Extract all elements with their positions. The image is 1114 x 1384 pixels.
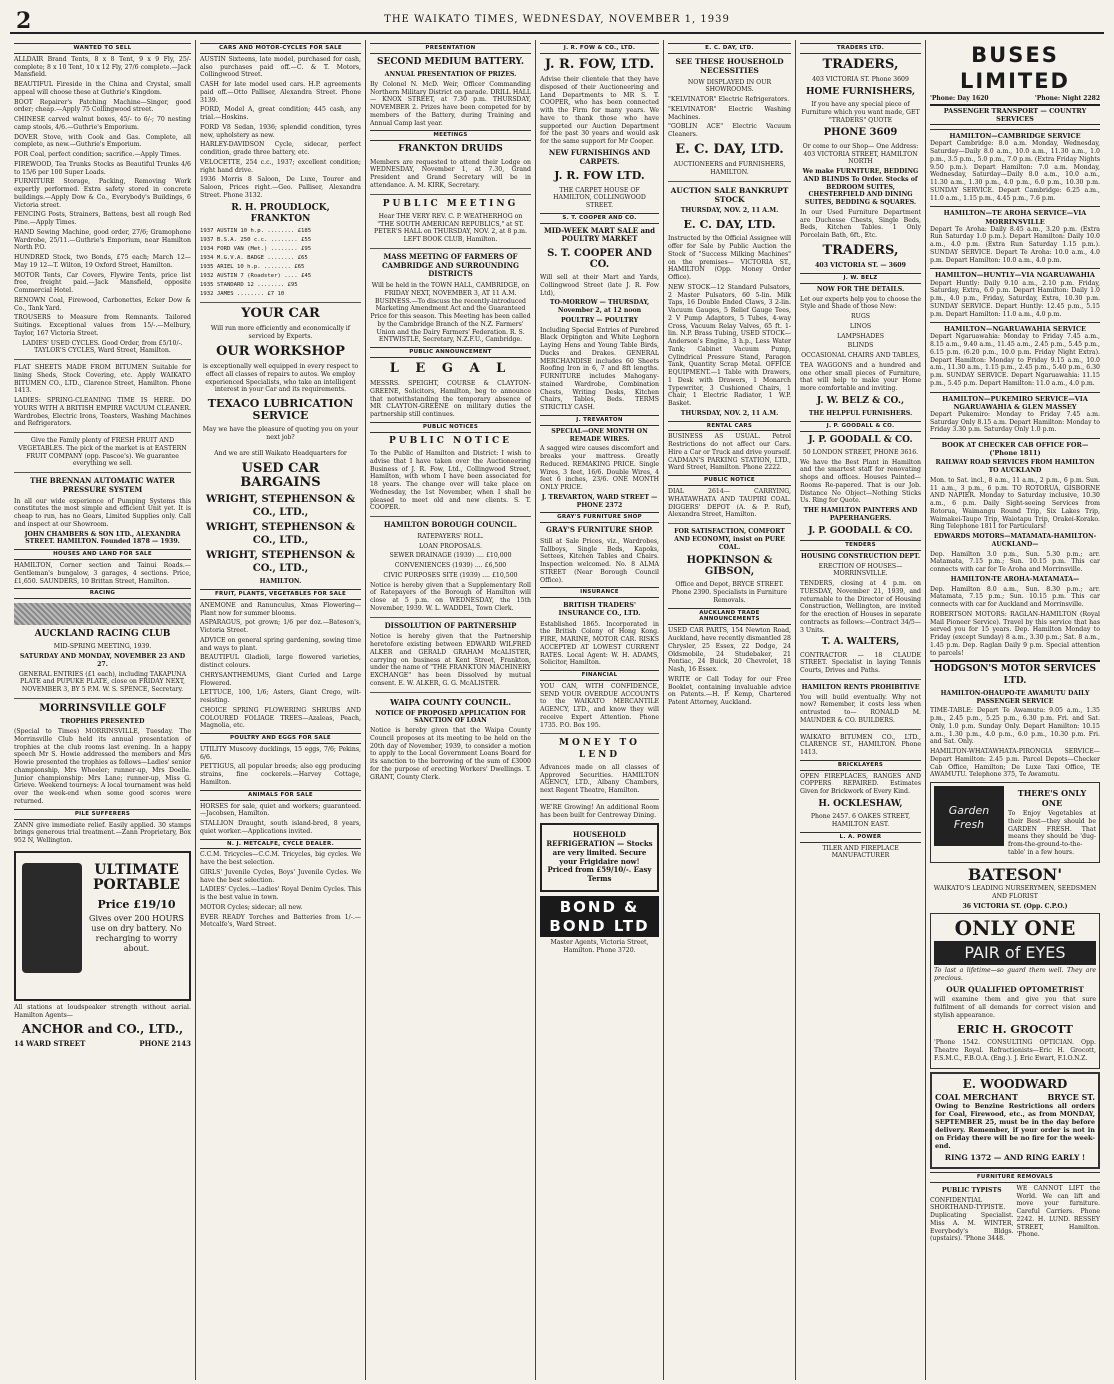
cars-list [200, 56, 361, 200]
houses-head: HOUSES AND LAND FOR SALE [14, 549, 191, 560]
fow-title-2: J. R. FOW LTD. [554, 169, 645, 183]
coal-body: Owing to Benzine Restrictions all orders for Coal, Firewood, etc., as from MONDAY, SEPTEMBER 25, must be in the day before delivery. Remember, if your order is not in on Friday there will be no fire for the week-end. [935, 1101, 1095, 1151]
classified-item: BEAUTIFUL Fireside in the China and Crystal, small appeal will choose these at Guthrie's Kingdom. [14, 81, 191, 96]
bricklayers-head: BRICKLAYERS [800, 760, 921, 771]
classified-item: ASPARAGUS, pot grown; 1/6 per doz.—Bateson's, Victoria Street. [200, 619, 361, 634]
bateson-sub: WAIKATO'S LEADING NURSERYMEN, SEEDSMEN AND FLORIST [933, 885, 1097, 900]
public-notice-title: PUBLIC NOTICE [388, 435, 513, 446]
classified-item: BEAUTIFUL Gladioli, large flowered varieties, distinct colours. [200, 654, 361, 669]
aroha-body: Dep. Hamilton 8.0 a.m., Sun. 8.30 p.m.; arr. Matamata, 7.15 p.m.; Sun. 10.15 p.m. This car connects with car for Auckland and Morrinsville. [930, 585, 1100, 609]
belz-item: LAMPSHADES [837, 332, 884, 340]
classified-item: HUNDRED Stock, two Bonds, £75 each; March 12—May 19 12—T. Wilton, 19 Oxford Street, Hamilton. [14, 254, 191, 269]
insurance-body: Established 1865. Incorporated in the British Colony of Hong Kong. FIRE, MARINE, MOTOR CAR. RISKS ACCEPTED AT LOWEST CURRENT RATES. Local Agent: W. H. ADAMS, Solicitor, Hamilton. [540, 620, 659, 667]
trade-head: AUCKLAND TRADE ANNOUNCEMENTS [668, 608, 791, 626]
cycle-head: N. J. METCALFE, CYCLE DEALER. [200, 839, 361, 850]
classified-item: CHOICE SPRING FLOWERING SHRUBS AND COLOURED FOLIAGE TREES—Azaleas, Peach, Magnolia, etc. [200, 706, 361, 730]
traders-phone: PHONE 3609 [823, 127, 898, 139]
pair-of-eyes: PAIR of EYES [934, 941, 1096, 965]
radio-body: Gives over 200 HOURS use on dry battery. No recharging to worry about. [89, 914, 184, 954]
loan-lines [370, 552, 531, 579]
auction-date: THURSDAY, NOV. 2, 11 A.M. [680, 207, 779, 215]
checker-title: BOOK AT CHECKER CAB OFFICE FOR— ('Phone 1811) [930, 438, 1100, 457]
workshop-body: is exceptionally well equipped in every respect to effect all classes of repairs to autos. We employ experienced Specialists, who take an intelligent interest in your Car and its requirements. [202, 363, 359, 394]
notices-head: PUBLIC NOTICES [370, 422, 531, 433]
pile-body: ZANN give immediate relief. Easily applied. 30 stamps brings generous trial treatment.—Zann Proprietary, Box 952 N, Wellington. [14, 821, 191, 844]
column-3 [366, 40, 536, 1380]
car-price-line: 1932 AUSTIN 7 (Roadster) .... £45 [200, 273, 312, 280]
hopkinson-body: Office and Depot, BRYCE STREET. Phone 2390. Specialists in Furniture Removals. [671, 581, 788, 604]
ratepayers-title: RATEPAYERS' ROLL. [417, 532, 484, 540]
kelvinator-1: "KELVINATOR" Electric Refrigerators. [668, 96, 790, 104]
refrig-body: HOUSEHOLD REFRIGERATION — Stocks are very limited. Secure your Frigidaire now! Priced from £59/10/-. Easy Terms [546, 830, 653, 884]
animals-list [200, 803, 361, 836]
day-sub: AUCTIONEERS and FURNISHERS, HAMILTON. [673, 161, 786, 176]
classified-item: ANEMONE and Ranunculus, Xmas Flowering—Plant now for summer blooms. [200, 601, 361, 617]
classified-item: MOTOR Cycles; sidecar; all new. [200, 903, 303, 911]
goodall-tag: THE HAMILTON PAINTERS AND PAPERHANGERS. [803, 507, 918, 522]
insurance-title: BRITISH TRADERS' INSURANCE CO., LTD. [558, 601, 641, 618]
texaco-body: May we have the pleasure of quoting you on your next job? [202, 426, 359, 442]
radio-note: All stations at loudspeaker strength without aerial. Hamilton Agents— [14, 1003, 191, 1019]
radio-price: Price £19/10 [97, 897, 176, 911]
woodward-name: E. WOODWARD [962, 1076, 1068, 1091]
classified-item: BOOT Repairer's Patching Machine—Singer, good order; cheap.—Apply 75 Collingwood street. [14, 98, 191, 114]
hodgson-tail: HAMILTON-WHATAWHATA-PIRONGIA SERVICE—Depart Hamilton: 2.45 p.m. Parcel Depots—Checker Cab Office, Hamilton; De Luxe Taxi Office, TE AWAMUTU. Telephone 375, Te Awamutu. [930, 748, 1100, 779]
grays-head: GRAY'S FURNITURE SHOP [540, 512, 659, 523]
rail-body: Mon. to Sat. incl., 8 a.m., 11 a.m., 2 p.m., 6 p.m. Sun. 11 a.m., 3 p.m., 6 p.m. TO ROTORUA, GISBORNE AND NAPIER. Monday to Saturday inclusive, 10.30 a.m., 6 p.m. Daily Sight-seeing Services from Rotorua, Waimangu Round Trip, Six Lakes Trip, Waimakei-Taupo Trip, Waiotapu Trip, Orakei-Korako. Ring Telephone 1811 for Particulars! [930, 476, 1100, 531]
bus-routes [930, 129, 1100, 434]
classified-item: CHINESE carved walnut boxes, 45/- to 6/-; 70 nesting camp stools, 4/6.—Guthrie's Emporium. [14, 116, 191, 131]
or-come: Or come to our Shop— One Address: 403 VICTORIA STREET, HAMILTON NORTH [802, 142, 919, 166]
animals-head: ANIMALS FOR SALE [200, 790, 361, 801]
veg-body: To Enjoy Vegetables at their Best—they should be GARDEN FRESH. That means they should be 'dug-from-the-ground-to-the-table' in a few hours. [1008, 810, 1096, 856]
radio-title: ULTIMATE PORTABLE [93, 861, 180, 894]
rents-title: HAMILTON RENTS PROHIBITIVE [801, 683, 920, 691]
battery-title: SECOND MEDIUM BATTERY. [377, 56, 524, 67]
tenders-head: TENDERS [800, 540, 921, 551]
goodall-title-2: J. P. GOODALL & CO. [808, 525, 913, 536]
texaco-title: TEXACO LUBRICATION SERVICE [207, 397, 354, 423]
column-1 [10, 40, 196, 1380]
hodgson-title: HODGSON'S MOTOR SERVICES LTD. [930, 660, 1100, 687]
brennan-body: In all our wide experience of Pumping Systems this constitutes the most simple and efficient Unit yet. It is cheap to run, has no Gears, Limited Supplies only. Call and inspect at our Showroom. [14, 497, 191, 528]
grocott-sub: 'Phone 1542. CONSULTING OPTICIAN. Opp. Theatre Royal. Refractionists—Eric H. Grocott, F.S.M.C., F.B.O.A. (Eng.). J. Eric Ewart, F.I.O.N.Z. [934, 1039, 1096, 1062]
pile-head: PILE SUFFERERS [14, 809, 191, 820]
loan-line: CONVENIENCES (1939) .... £6,500 [394, 562, 507, 570]
classified-item: RENOWN Coal, Firewood, Carbonettes, Ecker Dow & Co., Tank Yard. [14, 296, 191, 312]
newspaper-title: THE WAIKATO TIMES, WEDNESDAY, NOVEMBER 1, 1939 [384, 14, 730, 25]
page-number: 2 [16, 8, 32, 34]
racing-club: AUCKLAND RACING CLUB [34, 629, 171, 640]
your-car-body: Will run more efficiently and economically if serviced by Experts. [210, 325, 351, 341]
route-title: HAMILTON—CAMBRIDGE SERVICE [930, 129, 1100, 140]
car-price-line: 1937 B.S.A. 250 c.c. ........ £55 [200, 237, 312, 244]
tiler-line: TILER AND FIREPLACE MANUFACTURER [822, 844, 899, 860]
cars-head: CARS AND MOTOR-CYCLES FOR SALE [200, 43, 361, 54]
edwards-title: EDWARDS MOTORS—MATAMATA-HAMILTON-AUCKLAND— [933, 533, 1097, 548]
car-price-line: 1935 ARIEL 10 h.p. ........ £65 [200, 264, 305, 271]
fow-title: J. R. FOW, LTD. [544, 56, 655, 72]
typist-body: CONFIDENTIAL SHORTHAND-TYPISTE. Duplicating Specialist. Miss A. M. WINTER, Everybody's Bldgs. (upstairs). 'Phone 3448. [930, 1196, 1014, 1243]
belz-title: J. W. BELZ & CO., [816, 395, 905, 406]
grays-title: GRAY'S FURNITURE SHOP. [545, 525, 654, 535]
buses-title: BUSES LIMITED [959, 43, 1070, 94]
waipa-body: Notice is hereby given that the Waipa County Council proposes at its meeting to be held on the 20th day of November, 1939, to consider a motion to apply to the Local Government Loans Board for its sanction to the borrowing of the sum of £3000 for the purpose of erecting Workers' Dwellings. T. GRANT, County Clerk. [370, 727, 531, 781]
loan-title: LOAN PROPOSALS. [419, 542, 482, 550]
traders-head: TRADERS LTD. [800, 43, 921, 54]
legal-title: L E G A L [389, 360, 512, 376]
satisfaction-line: FOR SATISFACTION, COMFORT AND ECONOMY, insist on PURE COAL. [674, 528, 785, 551]
car-price-line: 1934 M.G.V.A. BADGE ........ £65 [200, 255, 308, 262]
bitumen-ad: WAIKATO BITUMEN CO., LTD., CLARENCE ST., HAMILTON. Phone 1413. [800, 733, 921, 757]
open-fire: OPEN FIREPLACES, RANGES AND COPPERS REPAIRED. Estimates Given for Brickwork of Every Kind. [800, 772, 921, 796]
special-body: A sagged wire causes discomfort and breaks your mattress. Greatly Reduced. REMAKING PRICE. Single Wires, 3 feet, 16/6. Double Wires, 4 feet 6 inches, 23/6. ONE MONTH ONLY PRICE. [540, 445, 659, 492]
eastern-fruit-ad: Give the Family plenty of FRESH FRUIT AND VEGETABLES. The pick of the market is at EASTERN FRUIT COMPANY (opp. Pascoe's). We guarantee everything we sell. [18, 437, 187, 468]
racing-body: GENERAL ENTRIES (£1 each), including TAKAPUNA PLATE and PUPUKE PLATE, close on FRIDAY NEXT, NOVEMBER 3, BY 5 P.M. W. S. SPENCE, Secretary. [18, 670, 187, 694]
classified-item: ADVICE on general spring gardening, sowing time and ways to plant. [200, 636, 361, 652]
classified-item: FURNITURE Storage, Packing, Removing Work expertly performed. Extra safety stored in concrete buildings.—Apply Dow & Co., Everybody's Buildings, 6 Victoria street. [14, 178, 191, 209]
rents-body: You will build eventually. Why not now? Remember, it costs less when entrusted to— RONALD M. MAUNDER & CO. BUILDERS. [800, 693, 921, 724]
fow-carpet: THE CARPET HOUSE OF HAMILTON, COLLINGWOOD STREET. [553, 186, 646, 210]
financial-head: FINANCIAL [540, 670, 659, 681]
belz-item: OCCASIONAL CHAIRS AND TABLES, [801, 352, 920, 360]
classified-item: UTILITY Muscovy ducklings, 15 eggs, 7/6; Pekins, 6/6. [200, 745, 361, 761]
borough-title: HAMILTON BOROUGH COUNCIL. [383, 520, 518, 530]
ladies-cycles-ad: LADIES' USED CYCLES. Good Order, from £5/10/-. TAYLOR'S CYCLES, Ward Street, Hamilton. [22, 339, 183, 355]
we-make: We make FURNITURE, BEDDING AND BLINDS To Order. Stocks of BEDROOM SUITES, CHESTERFIELD AND DINING SUITES, BEDDING & SQUARES. [802, 168, 919, 207]
belz-item: LINOS [849, 322, 872, 330]
workshop-title: OUR WORKSHOP [216, 343, 345, 359]
used-car-title: USED CAR BARGAINS [240, 460, 321, 490]
home-body: If you have any special piece of Furniture which you want made, GET "TRADERS" QUOTE [801, 101, 920, 124]
wright-2: WRIGHT, STEPHENSON & CO., LTD., [205, 522, 356, 546]
classified-item: VELOCETTE, 254 c.c., 1937; excellent condition; right hand drive. [200, 158, 361, 174]
traders-addr-2: 403 VICTORIA ST. — 3609 [815, 262, 906, 270]
dissolution-title: DISSOLUTION OF PARTNERSHIP [384, 620, 517, 630]
household-body: NOW DISPLAYED IN OUR SHOWROOMS. [687, 78, 772, 94]
flat-sheets-ad: FLAT SHEETS MADE FROM BITUMEN Suitable for lining Sheds, Stock Covering, etc. Apply WAIKATO BITUMEN CO., LTD., Clarence Street, Hamilton. Phone 1413. [14, 364, 191, 395]
grays-body: Still at Sale Prices, viz., Wardrobes, Tallboys, Single Beds, Kapoks, Settees, Kitchen Tables and Chairs. Inspection welcomed. No. 8 ALMA STREET (Near Borough Council Office). [540, 537, 659, 584]
classified-item: CHRYSANTHEMUMS, Giant Curled and Large Flowered. [200, 671, 361, 687]
used-car-intro: And we are still Waikato Headquarters for [214, 449, 347, 457]
auction-body: Instructed by the Official Assignee will offer for Sale by Public Auction the Stock of "Success Milking Machines" on the premises— VICTORIA ST., HAMILTON (Opp. Money Order Office). [668, 235, 791, 282]
belz-item: RUGS [850, 313, 871, 321]
classified-item: FORD V8 Sedan, 1936; splendid condition, tyres new, upholstery as new. [200, 123, 361, 139]
robertson-body: ROBERTSON MOTORS: RAGLAN-HAMILTON (Royal Mail Pioneer Service). Travel by this service that has served you for 15 years. Dep. Hamilton Monday to Friday (except Sunday) 8 a.m., 3.30 p.m.; Sat. 8 a.m., 1.45 p.m. Dep. Raglan Daily 9 p.m. Special attention to parcels! [930, 610, 1100, 657]
golf-sub: TROPHIES PRESENTED [60, 718, 145, 726]
route-title: HAMILTON—NGARUAWAHIA SERVICE [930, 322, 1100, 333]
used-furn: In our Used Furniture Department are Duchesse Chests, Single Beds, Beds, Kitchen Tables. 1 Only Porcelain Bath, 6ft., Etc. [800, 208, 921, 240]
financial-body: YOU CAN, WITH CONFIDENCE, SEND YOUR OVERDUE ACCOUNTS to the WAIKATO MERCANTILE AGENCY, LTD., and know they will receive Expert Attention. Phone 1735. P.O. Box 195. [540, 682, 659, 729]
bateson-addr: 36 VICTORIA ST. (Opp. C.P.O.) [962, 902, 1068, 910]
cannot-body: WE CANNOT LIFT the World. We can lift and move your furniture. Careful Carriers. Phone 2242. H. LUND. RESSEY STREET, Hamilton. 'Phone. [1016, 1184, 1100, 1239]
column-5 [664, 40, 796, 1380]
day-title-2: E. C. DAY, LTD. [683, 218, 776, 232]
classified-item: HORSES for sale, quiet and workers; guaranteed.—Jacobsen, Hamilton. [200, 802, 361, 818]
rental-body: BUSINESS AS USUAL. Petrol Restrictions do not affect our Cars. Hire a Car or Truck and drive yourself. CADMAN'S PARKING STATION, LTD., Ward Street, Hamilton. Phone 2222. [668, 433, 791, 472]
racing-meeting: MID-SPRING MEETING, 1939. [53, 643, 152, 651]
bond-address: Master Agents, Victoria Street, Hamilton. Phone 3720. [550, 939, 649, 955]
garden-fresh-logo: Garden Fresh [934, 786, 1004, 846]
anchor-address: 14 WARD STREET [14, 1039, 86, 1049]
anchor-name: ANCHOR and CO., LTD., [21, 1022, 184, 1037]
ockleshaw-title: H. OCKLESHAW, [818, 798, 903, 809]
classified-item: HARLEY-DAVIDSON Cycle, sidecar, perfect condition, grade three battery, etc. [200, 141, 361, 157]
belz-body: Let our experts help you to choose the Style and Shade of those New: [800, 295, 921, 311]
racing-dates: SATURDAY AND MONDAY, NOVEMBER 23 AND 27. [19, 653, 186, 668]
trade-body: USED CAR PARTS, 154 Newton Road, Auckland, have recently dismantled 28 Chrysler, 25 Essex, 22 Dodge, 24 Oldsmobile, 24 Studebaker, 21 Pontiac, 24 Buick, 20 Chevrolet, 18 Nash, 16 Essex. [668, 627, 791, 674]
ockleshaw-addr: Phone 2457. 6 OAKES STREET, HAMILTON EAST. [810, 813, 911, 828]
wright-1: WRIGHT, STEPHENSON & CO., LTD., [205, 494, 356, 518]
housing-title: HOUSING CONSTRUCTION DEPT. [801, 552, 920, 560]
new-stock: NEW STOCK—12 Standard Pulsators, 2 Master Pulsators, 60 5-lin. Milk Taps, 16 Double Ended Claws, 3 2-lin. Vacuum Gauges, 5 Relief Gauge Tees, 2 V Pump Adaptors, 5 Tubes, 4-way Cross, Vacuum Relay Valves, 65 ft. 1-lin. N.P. Brass Tubing, USED STOCK—Anderson's Engine, 3 h.p., Less Water Tank; Cabinet Vacuum Pump, Cylindrical Pressure Stand, Paragon Tank, Quantity Scrap Metal. OFFICE EQUIPMENT.—1 Table with Drawers, 1 Desk with Drawers, 1 Monarch Typewriter, 3 Cushioned Chairs, 1 Chair, 1 Electric Radiator, 1 W.P. Basket. [668, 283, 791, 408]
route-timetable: Depart Te Aroha: Daily 8.45 a.m., 3.20 p.m. (Extra Run Saturday 1.0 p.m.). Depart Hamilton: Daily 10.0 a.m., 4.0 p.m. (Extra Run Saturday 1.15 p.m.). SUNDAY SERVICE. Depart Te Aroha: 10.0 a.m., 4.0 p.m. Depart Hamilton: 10.0 a.m., 4.0 p.m. [930, 225, 1100, 264]
announcement-head: PUBLIC ANNOUNCEMENT [370, 347, 531, 358]
belz-now: NOW FOR THE DETAILS. [816, 285, 905, 293]
home-furnishers: HOME FURNISHERS, [805, 86, 916, 97]
classified-item: FORD, Model A, great condition; 445 cash, any trial.—Hoskins. [200, 106, 361, 122]
cooper-body: Will sell at their Mart and Yards, Collingwood Street (late J. R. Fow Ltd), [540, 274, 659, 297]
poultry-head: POULTRY AND EGGS FOR SALE [200, 733, 361, 744]
goodall-body: We have the Best Plant in Hamilton and the smartest staff for renovating shops and offices. Houses Painted—Rooms Re-papered. That is our Job. Distance No Object—Nothing Sticks Us. Ring for Quote. [800, 458, 921, 505]
hodgson-tt: TIME-TABLE: Depart Te Awamutu: 9.05 a.m., 1.35 p.m., 2.45 p.m., 5.25 p.m., 6.30 p.m. Fri. and Sat. Only, 1.0 p.m. Sunday Only. Depart Hamilton: 10.15 a.m., 1.30 p.m., 4.0 p.m., 6.0 p.m., 10.30 p.m. Fri. and Sat. Only. [930, 707, 1100, 746]
bateson-ad [930, 782, 1100, 863]
wanted-to-sell-head: WANTED TO SELL [14, 43, 191, 54]
golf-title: MORRINSVILLE GOLF [39, 702, 166, 714]
coal-merchant: COAL MERCHANT [935, 1091, 1018, 1102]
refrig-ad [540, 823, 659, 892]
column-4 [536, 40, 664, 1380]
tomorrow-line: TO-MORROW — THURSDAY, November 2, at 12 noon [549, 299, 650, 315]
hodgson-sub: HAMILTON-OHAUPO-TE AWAMUTU DAILY PASSENGER SERVICE [940, 689, 1090, 705]
route-timetable: Depart Huntly: Daily 9.10 a.m., 2.10 p.m. Friday, Saturday, Extra, 6.0 p.m. Depart Hamilton: Daily 1.0 p.m., 4.0 p.m., Friday, Saturday, Extra, 10.30 p.m. SUNDAY SERVICE. Depart Huntly: 12.45 p.m., 5.15 p.m. Depart Hamilton: 11.0 a.m., 4.0 p.m. [930, 279, 1100, 318]
power-head: L. A. POWER [800, 832, 921, 843]
column-2 [196, 40, 366, 1380]
classified-item: AUSTIN Sixteens, late model, purchased for cash, also purchases paid off.—C. & T. Motors, Collingwood Street. [200, 55, 361, 79]
day-head: E. C. DAY, LTD. [668, 43, 791, 54]
fow-head: J. R. FOW & CO., LTD. [540, 43, 659, 54]
rental-head: RENTAL CARS [668, 421, 791, 432]
public-meeting-body: Hear THE VERY REV. C. P. WEATHERHOG on "THE SOUTH AMERICAN REPUBLICS," at ST. PETER'S HALL on THURSDAY, NOV. 2, at 8 p.m. LEFT BOOK CLUB, Hamilton. [373, 212, 528, 243]
woodward-ad [930, 1072, 1100, 1169]
proudlock-title: R. H. PROUDLOCK, FRANKTON [231, 202, 330, 224]
edwards-body: Dep. Hamilton 3.0 p.m., Sun. 5.30 p.m.; arr. Matamata, 7.15 p.m.; Sun. 10.15 p.m. This car connects with car for Te Aroha and Morrinsville. [930, 550, 1100, 574]
furniture-head: FURNITURE REMOVALS [930, 1172, 1100, 1183]
column-6 [796, 40, 926, 1380]
housing-sub: ERECTION OF HOUSES—MORRINSVILLE. [818, 562, 903, 578]
racing-head: RACING [14, 588, 191, 599]
waipa-sub: NOTICE OF PROPOSED APPLICATION FOR SANCTION OF LOAN [375, 709, 526, 725]
refrig-intro: WE'RE Growing! An additional Room has been built for Centreway Dining. [540, 803, 659, 819]
meetings-head: MEETINGS [370, 130, 531, 141]
brennan-title: THE BRENNAN AUTOMATIC WATER PRESSURE SYSTEM [30, 476, 175, 494]
wright-hamilton: HAMILTON. [259, 578, 302, 586]
opt-body: will examine them and give you that sure fulfilment of all demands for correct vision and stylish appearance. [934, 996, 1096, 1019]
ladies-spring-ad: LADIES: SPRING-CLEANING TIME IS HERE. DO YOURS WITH A BRITISH EMPIRE VACUUM CLEANER. Wardrobes, Electric Irons, Toasters, Washing Machines and Refrigerators. [14, 397, 191, 428]
classified-item: FOR Coal, perfect condition; sacrifice.—Apply Times. [14, 151, 182, 159]
traders-title-2: TRADERS, [822, 242, 899, 258]
classified-item: 1936 Morris 8 Saloon, De Luxe, Tourer and Saloon, Prices right.—Geo. Palliser, Alexandra Street. Phone 3132. [200, 176, 361, 199]
household-title: SEE THESE HOUSEHOLD NECESSITIES [675, 56, 784, 76]
car-price-list [200, 228, 361, 298]
bryce-st: BRYCE ST. [1047, 1091, 1095, 1102]
lifetime: To last a lifetime—so guard them well. They are precious. [934, 967, 1096, 983]
golf-body: (Special to Times) MORRINSVILLE, Tuesday. The Morrinsville Club held its annual presentation of trophies at the club rooms last evening. In a happy speech Mr S. Howie addressed the members and Mrs Howie presented the trophies as follows—Ladies' senior championship, Mrs Wheeler; runner-up, Mrs Doelle. Junior championship: Mrs Lane; runner-up, Miss G. Grieve. Weekend tourneys: A local tournament was held over the week-end when some good scores were returned. [14, 728, 191, 805]
classified-item: C.C.M. Tricycles—C.C.M. Tricycles, big cycles. We have the best selection. [200, 851, 361, 867]
traders-addr: 403 VICTORIA ST. Phone 3609 [812, 76, 909, 84]
presentation-head: PRESENTATION [370, 43, 531, 54]
classified-item: FIREWOOD, Tea Trunks Stocks as Beautiful Trunks 4/6 to 15/6 per 100 Super Loads. [14, 160, 191, 176]
druids-body: Members are requested to attend their Lodge on WEDNESDAY, November 1, at 7.30, Grand President and Grand Secretary will be in attendance. A. M. KIRK, Secretary. [370, 158, 531, 189]
car-price-line: 1935 STANDARD 12 ........ £95 [200, 282, 298, 289]
anchor-phone: PHONE 2143 [139, 1039, 191, 1049]
public-typists: PUBLIC TYPISTS [941, 1186, 1002, 1194]
hopkinson-title: HOPKINSON & GIBSON, [686, 555, 773, 578]
belz-items [800, 313, 921, 360]
special-title: SPECIAL—ONE MONTH ON REMADE WIRES. [551, 427, 648, 443]
loan-line: SEWER DRAINAGE (1939) .... £10,000 [389, 552, 512, 560]
write-body: WRITE or Call Today for our Free Booklet, containing invaluable advice on Patents.—H. P. Kemp, Chartered Patent Attorney, Auckland. [668, 675, 791, 707]
classified-item: STALLION Draught, south island-bred, 8 years, quiet worker.—Applications invited. [200, 820, 361, 835]
bond-logo: BOND & BOND LTD [540, 896, 659, 938]
grocott-name: ERIC H. GROCOTT [957, 1022, 1073, 1036]
trevarton-head: J. TREVARTON [540, 415, 659, 426]
annual-title: ANNUAL PRESENTATION OF PRIZES. [384, 71, 517, 79]
ring-line: RING 1372 — AND RING EARLY ! [944, 1152, 1086, 1162]
public-meeting-title: PUBLIC MEETING [382, 198, 519, 209]
fruit-head: FRUIT, PLANTS, VEGETABLES FOR SALE [200, 589, 361, 600]
goblin-ace: "GOBLIN ACE" Electric Vacuum Cleaners. [668, 123, 791, 139]
route-timetable: Depart Cambridge: 8.0 a.m. Monday, Wednesday, Saturday—Daily 8.0 a.m., 10.0 a.m., 11.30 a.m., 1.0 p.m., 3.5 p.m., 5.0 p.m., 7.0 p.m. (Extra Friday Nights 9.50 p.m.). Depart Hamilton: 7.0 a.m. Monday, Wednesday, Saturday—Daily 8.0 a.m., 10.0 a.m., 11.30 a.m., 1.30 p.m., 4.0 p.m., 6.0 p.m., 10.30 p.m. SUNDAY SERVICE. Depart Cambridge: 6.25 a.m., 11.0 a.m., 1.15 p.m., 4.45 p.m., 7.6 p.m. [930, 140, 1100, 202]
wright-3: WRIGHT, STEPHENSON & CO., LTD., [205, 550, 356, 574]
transport-title: PASSENGER TRANSPORT — COUNTRY SERVICES [930, 104, 1100, 125]
classified-item: EVER READY Torches and Batteries from 1/-.—Metcalfe's, Ward Street. [200, 913, 361, 929]
dissolution-body: Notice is hereby given that the Partnership heretofore existing between EDWARD WILFRED ALKER and GERALD GRAHAM McALISTER, carrying on business at Kent Street, Frankton, under the name of "THE FRANKTON MACHINERY EXCHANGE" has been Dissolved by mutual consent. E. W. ALKER, G. G. McALISTER. [370, 633, 531, 687]
route-title: HAMILTON—HUNTLY—VIA NGARUAWAHIA [930, 268, 1100, 279]
public-notice-body: To the Public of Hamilton and District: I wish to advise that I have taken over the Auctioneering Business of J. R. Fow, Ltd., Collingwood Street, Hamilton, with whom I have been associated for 18 years. The change over will take place on Wednesday, the 1st November, when I shall be pleased to meet old and new clients. S. T. COOPER. [370, 450, 531, 512]
cooper-title: S. T. COOPER AND CO. [547, 248, 652, 271]
route-title: HAMILTON—TE AROHA SERVICE—VIA MORRINSVILLE [930, 206, 1100, 225]
midweek-title: MID-WEEK MART SALE and POULTRY MARKET [543, 225, 656, 244]
kelvinator-2: "KELVINATOR" Electric Washing Machines. [668, 105, 791, 121]
classified-item: LADIES' Cycles.—Ladies' Royal Denim Cycles. This is the best value in town. [200, 886, 361, 902]
route-timetable: Depart Pukemiro: Monday to Friday 7.45 a.m. Saturday Only 8.15 a.m. Depart Hamilton: Monday to Friday 3.30 p.m. Saturday Only 1.0 p.m. [930, 410, 1100, 434]
notice-body: DIAL 2614— CARRYING, WHATAWHATA AND TAUPIRI COAL. DIGGERS' DEPOT (A. & P. Ruf), Alexandra Street, Hamilton. [668, 488, 791, 519]
bateson-title: BATESON' [967, 864, 1063, 884]
column-7 [926, 40, 1104, 1380]
masthead [10, 4, 1104, 34]
your-car-title: YOUR CAR [241, 306, 320, 321]
theres-one: THERE'S ONLY ONE [1017, 788, 1087, 809]
radio-ad [14, 851, 191, 1001]
car-price-line: 1932 JAMES ........ £7 10 [200, 291, 285, 298]
cycle-list [200, 851, 361, 929]
phone-day: 'Phone: Day 1620 [930, 94, 989, 102]
mass-meeting-title: MASS MEETING OF FARMERS OF CAMBRIDGE AND SURROUNDING DISTRICTS [381, 251, 520, 279]
aroha-title: HAMILTON-TE AROHA-MATAMATA— [950, 575, 1080, 583]
car-price-line: 1934 FORD VAN (Met.) ........ £95 [200, 246, 312, 253]
classified-item: ALLDAIR Brand Tents, 8 x 8 Tent, 9 x 9 Fly, 25/- complete; 8 x 10 Tent, 10 x 12 Fly, 27/6 complete.—Jack Mansfield. [14, 55, 191, 79]
mass-meeting-body: Will be held in the TOWN HALL, CAMBRIDGE, on FRIDAY NEXT, NOVEMBER 3, AT 11 A.M. BUSINESS.—To discuss the recently-introduced Marketing Amendment Act and the Guaranteed Price for this season. This Meeting has been called by the Cambridge Branch of the N.Z. Farmers' Union and the Dairy Farmers' Federation. R. S. ENTWISTLE, Secretary, N.Z.F.U., Cambridge. [370, 282, 531, 344]
furnishings-title: NEW FURNISHINGS AND CARPETS. [548, 147, 651, 166]
walters-title: T. A. WALTERS, [821, 637, 900, 648]
racehorse-illustration [14, 603, 191, 625]
goodall-addr: 50 LONDON STREET, PHONE 3616. [802, 448, 919, 456]
classified-item: HAND Sewing Machine, good order, 27/6; Gramophone Wardrobe, 25/11.—Guthrie's Emporium, near Hamilton North P.O. [14, 228, 191, 252]
walters-body: CONTRACTOR — 18 CLAUDE STREET. Specialist in laying Tennis Courts, Drives and Paths. [800, 651, 921, 675]
radio-illustration [22, 863, 82, 973]
loan-body: Notice is hereby given that a Supplementary Roll of Ratepayers of the Borough of Hamilton will close at 5 p.m. on WEDNESDAY, the 15th November, 1939. W. L. WADDEL, Town Clerk. [370, 581, 531, 612]
belz-tag: THE HELPFUL FURNISHERS. [808, 410, 913, 418]
classified-item: FENCING Posts, Strainers, Battens, best all rough Red Pine.—Apply Times. [14, 211, 191, 227]
route-title: HAMILTON—PUKEMIRO SERVICE—VIA NGARUAWAHIA & GLEN MASSEY [930, 392, 1100, 411]
newspaper-columns [10, 40, 1104, 1380]
fow-body: Advise their clientele that they have disposed of their Auctioneering and Land Departments to MR S. T. COOPER, who has been connected with the Firm for many years. We have to thank those who have supported our Auction Department for the past 30 years and would ask for the same support for Mr Cooper. [540, 76, 659, 146]
belz-item: BLINDS [847, 342, 874, 350]
poultry-body: Including Special Entries of Purebred Black Orpington and White Leghorn Laying Hens and Young Table Birds, Ducks and Drakes. GENERAL MERCHANDISE includes 60 Sheets Roofing Iron in 6, 7 and 8ft lengths. FURNITURE includes Mahogany-stained Wardrobe, Combination Chests, Writing Desks, Kitchen Chairs, Tables, Beds. TERMS STRICTLY CASH. [540, 326, 659, 412]
traders-title: TRADERS, [822, 56, 899, 72]
loan-line: CIVIC PURPOSES SITE (1939) .... £10,500 [383, 571, 518, 579]
auction-date-2: THURSDAY, NOV. 2, 11 A.M. [680, 409, 779, 417]
poultry-title: POULTRY — POULTRY [560, 316, 638, 324]
classified-item: CASH for late model used cars. H.P. agreements paid off.—Otto Palliser, Alexandra Street. Phone 3139. [200, 81, 361, 104]
waipa-title: WAIPA COUNTY COUNCIL. [389, 696, 512, 707]
classified-item: PETTIGUS, all popular breeds; also egg producing strains, fine cockerels.—Harvey Cottage, Hamilton. [200, 763, 361, 786]
rail-road: RAILWAY ROAD SERVICES FROM HAMILTON TO AUCKLAND [935, 459, 1095, 475]
houses-body: HAMILTON, Corner section and Tainui Roads.—Gentleman's bungalow, 3 garages, 4 sections. Price, £1,650. SAUNDERS, 10 Brittan Street, Hamilton. [14, 562, 191, 585]
goodall-title: J. P. GOODALL & CO. [808, 434, 913, 445]
auction-title: AUCTION SALE BANKRUPT STOCK [670, 185, 789, 205]
legal-body: MESSRS. SPEIGHT, COURSE & CLAYTON-GREENE, Solicitors, Hamilton, beg to announce that notwithstanding the temporary absence of MR CLAYTON-GREENE on military duties the partnership still continues. [370, 380, 531, 419]
day-title: E. C. DAY, LTD. [675, 141, 784, 157]
druids-title: FRANKTON DRUIDS [398, 144, 503, 155]
money-body: Advances made on all classes of Approved Securities. HAMILTON AGENCY, LTD., Albany Chambers, next Regent Theatre, Hamilton. [540, 763, 659, 795]
notice-head: PUBLIC NOTICE [668, 475, 791, 486]
classified-item: DOVER Stove, with Cook and Gas. Complete, all complete, as new.—Guthrie's Emporium. [14, 133, 191, 149]
brennan-firm: JOHN CHAMBERS & SON LTD., ALEXANDRA STREET. HAMILTON. Founded 1878 — 1939. [24, 530, 181, 546]
optometrist: OUR QUALIFIED OPTOMETRIST [946, 984, 1084, 994]
optometrist-ad [930, 913, 1100, 1068]
car-price-line: 1937 AUSTIN 10 h.p. ........ £185 [200, 228, 312, 235]
poultry-list [200, 746, 361, 787]
classified-item: TROUSERS to Measure from Remnants. Tailored Suitings. Exceptional values from 15/-.—Melbury, Taylor, 167 Victoria Street. [14, 314, 191, 337]
classified-item: MOTOR Tents, Car Covers, Flywire Tents, price list free, freight paid.—Jack Mansfield, opposite Commercial Hotel. [14, 271, 191, 295]
wanted-list [14, 56, 191, 338]
classified-item: GIRLS' Juvenile Cycles, Boys' Juvenile Cycles. We have the best selection. [200, 868, 361, 884]
phone-night: 'Phone: Night 2282 [1034, 94, 1100, 102]
belz-body-2: TEA WAGGONS and a hundred and one other small pieces of Furniture, that will help to make your Home more comfortable and inviting. [800, 361, 921, 393]
classified-item: LETTUCE, 100, 1/6; Asters, Giant Crego, wilt-resisting. [200, 689, 361, 704]
housing-body: TENDERS, closing at 4 p.m. on TUESDAY, November 21, 1939, and returnable to the Director of Housing Construction, Wellington, are invited for the erection of Houses in separate contracts as follows:—Contract 34/5—3 Units. [800, 580, 921, 634]
insurance-head: INSURANCE [540, 587, 659, 598]
fruit-list [200, 602, 361, 730]
only-one: ONLY ONE [954, 916, 1076, 941]
route-timetable: Depart Ngaruawahia: Monday to Friday 7.45 a.m., 8.15 a.m., 9.40 a.m., 11.45 a.m., 2.45 p.m., 5.45 p.m., 6.15 p.m. (6.20 p.m., 10.0 p.m. Friday Night Extra). Depart Hamilton: Monday to Friday 9.15 a.m., 10.0 a.m., 11.30 a.m., 1.15 p.m., 2.45 p.m., 5.40 p.m., 6.30 p.m. SUNDAY SERVICE. Depart Ngaruawahia: 11.15 p.m., 5.45 p.m. Depart Hamilton: 11.0 a.m., 4.0 p.m. [930, 333, 1100, 387]
trevarton-name: J. TREVARTON, WARD STREET — PHONE 2372 [541, 493, 658, 509]
goodall-head: J. P. GOODALL & CO. [800, 421, 921, 432]
belz-head: J. W. BELZ [800, 273, 921, 284]
annual-body: By Colonel N. McD. Weir, Officer Commanding Northern Military District on parade. DRILL HALL — KNOX STREET, at 7.30 p.m. THURSDAY, NOVEMBER 2. Prizes have been competed for by members of the Battery, during Training and Annual Camp last year. [370, 80, 531, 127]
money-title: MONEY TO LEND [559, 738, 640, 760]
cooper-head: S. T. COOPER AND CO. [540, 213, 659, 224]
